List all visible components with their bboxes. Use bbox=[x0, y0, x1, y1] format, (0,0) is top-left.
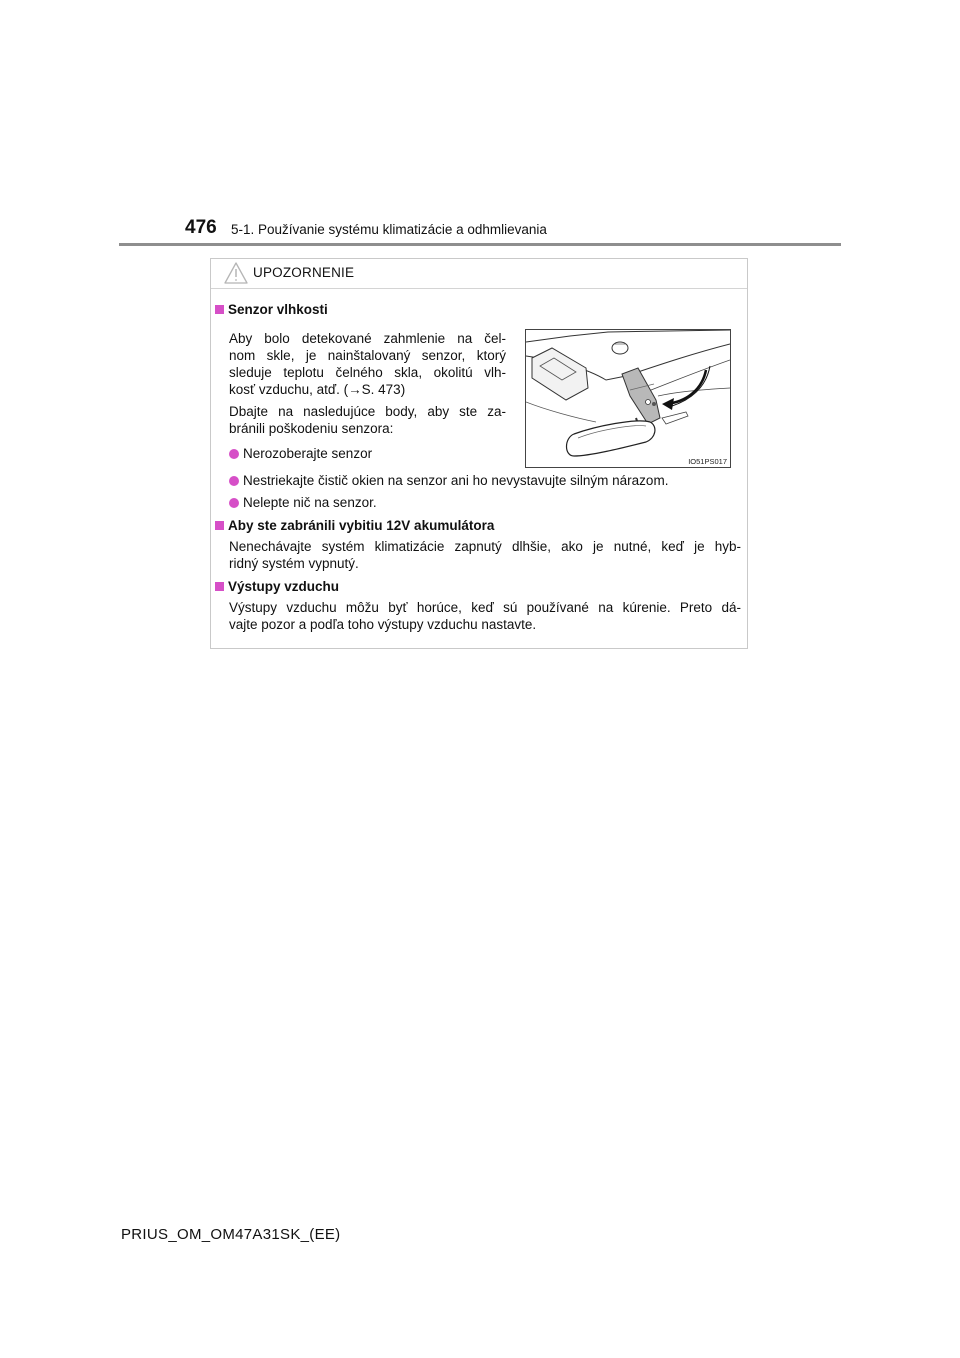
intro-line: kosť vzduchu, atď. (→S. 473) bbox=[229, 382, 406, 397]
bullet-dot-icon bbox=[229, 498, 239, 508]
paragraph-line: Výstupy vzduchu môžu byť horúce, keď sú používané na kúrenie. Preto dá- bbox=[229, 600, 741, 615]
heading-text: Senzor vlhkosti bbox=[228, 302, 328, 317]
instruction-line: bránili poškodeniu senzora: bbox=[229, 421, 394, 436]
section-heading-battery bbox=[215, 517, 494, 534]
warning-title: UPOZORNENIE bbox=[253, 265, 355, 280]
intro-line: nom skle, je nainštalovaný senzor, ktorý bbox=[229, 348, 506, 363]
instruction-line: Dbajte na nasledujúce body, aby ste za- bbox=[229, 404, 506, 419]
sensor-intro-paragraph bbox=[229, 330, 506, 398]
section-square-bullet-icon bbox=[215, 582, 224, 591]
bullet-dot-icon bbox=[229, 476, 239, 486]
document-code-footer: PRIUS_OM_OM47A31SK_(EE) bbox=[121, 1226, 341, 1243]
section-heading-humidity-sensor bbox=[215, 301, 328, 318]
intro-line: Aby bolo detekované zahmlenie na čel- bbox=[229, 331, 506, 346]
bullet-text: Nelepte nič na senzor. bbox=[243, 495, 377, 510]
heading-text: Výstupy vzduchu bbox=[228, 579, 340, 594]
bullet-dot-icon bbox=[229, 449, 239, 459]
bullet-item bbox=[229, 445, 372, 462]
bullet-item bbox=[229, 494, 377, 511]
bullet-text: Nestriekajte čistič okien na senzor ani ho nevystavujte silným nárazom. bbox=[243, 473, 669, 488]
illustration-code: IO51PS017 bbox=[688, 457, 727, 466]
intro-line: sleduje teplotu čelného skla, okolitú vlh- bbox=[229, 365, 506, 380]
paragraph-line: vajte pozor a podľa toho výstupy vzduchu nastavte. bbox=[229, 617, 537, 632]
sensor-instruction-paragraph bbox=[229, 403, 506, 437]
rain-sensor-illustration bbox=[525, 329, 731, 468]
warning-header bbox=[211, 259, 747, 289]
paragraph-line: Nenechávajte systém klimatizácie zapnutý dlhšie, ako je nutné, keď je hyb- bbox=[229, 539, 741, 554]
section-square-bullet-icon bbox=[215, 305, 224, 314]
bullet-item bbox=[229, 472, 668, 489]
bullet-text: Nerozoberajte senzor bbox=[243, 446, 373, 461]
air-outlets-paragraph bbox=[229, 599, 741, 633]
rearview-mirror-sensor-drawing bbox=[526, 330, 730, 467]
page-number: 476 bbox=[185, 217, 217, 238]
section-square-bullet-icon bbox=[215, 521, 224, 530]
heading-text: Aby ste zabránili vybitiu 12V akumulátora bbox=[228, 518, 495, 533]
warning-triangle-icon bbox=[223, 261, 249, 285]
paragraph-line: ridný systém vypnutý. bbox=[229, 556, 359, 571]
header-rule bbox=[119, 243, 841, 246]
section-title: 5-1. Používanie systému klimatizácie a odhmlievania bbox=[231, 222, 547, 237]
section-heading-air-outlets bbox=[215, 578, 339, 595]
battery-paragraph bbox=[229, 538, 741, 572]
